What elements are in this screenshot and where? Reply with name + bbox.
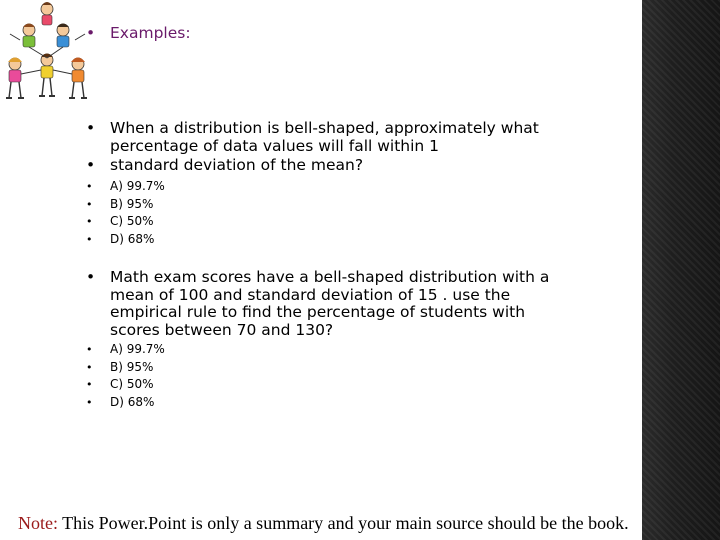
question2-line-2: mean of 100 and standard deviation of 15 . use the [110,285,511,304]
bullet-dot: • [86,360,93,374]
bullet-dot: • [86,395,93,409]
bullet-dot: • [86,180,93,193]
bullet-dot: • [86,197,93,211]
question2-line-4: scores between 70 and 130? [110,320,334,339]
option-text: B) 95% [110,359,154,374]
question1-line-3: standard deviation of the mean? [110,156,364,174]
option-text: D) 68% [110,231,155,246]
bullet-dot: • [86,119,96,137]
heading-label: Examples: [110,24,191,42]
note-label: Note: [18,513,58,533]
bullet-dot: • [86,156,96,174]
option-text: C) 50% [110,377,154,391]
question1-line-1: When a distribution is bell-shaped, approximately what [110,119,539,137]
option-text: B) 95% [110,196,154,211]
option-text: A) 99.7% [110,342,165,356]
question2-line-3: empirical rule to find the percentage of students with [110,303,526,321]
bullet-dot: • [86,232,93,246]
bullet-dot: • [86,268,96,286]
question2-line-1: Math exam scores have a bell-shaped distribution with a [110,268,550,286]
kids-pyramid-logo [0,0,95,108]
note-text: This Power.Point is only a summary and your main source should be the book. [58,513,629,533]
decorative-side-band [642,0,720,540]
bullet-dot: • [86,215,93,228]
option-text: C) 50% [110,214,154,228]
bullet-dot: • [86,378,93,391]
option-text: D) 68% [110,394,155,409]
footer-note [18,513,629,534]
bullet-dot: • [86,343,93,356]
question1-line-2: percentage of data values will fall within 1 [110,136,440,155]
option-text: A) 99.7% [110,179,165,193]
bullet-dot: • [86,24,96,42]
